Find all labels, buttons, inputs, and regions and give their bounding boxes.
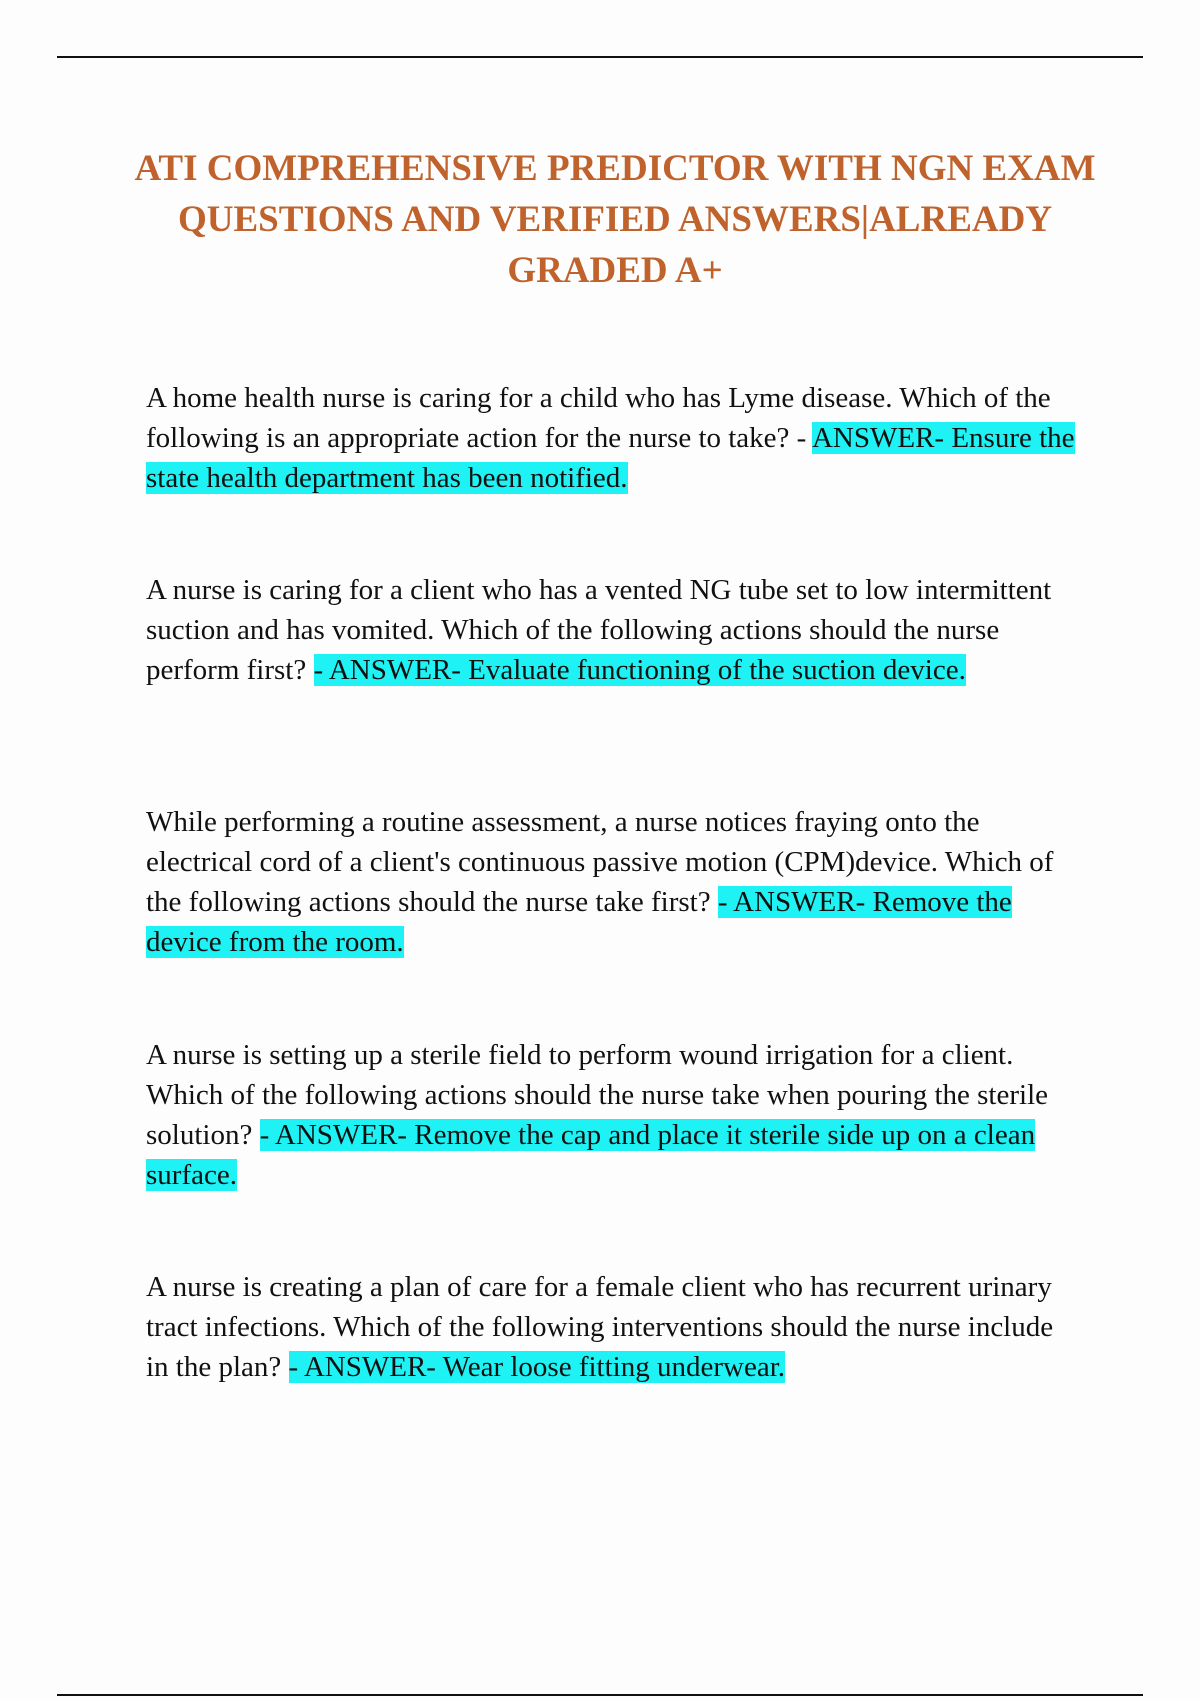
answer-highlight: - ANSWER- Remove the cap and place it sterile side up on a clean surface. xyxy=(146,1119,1036,1191)
bottom-divider xyxy=(57,1694,1143,1696)
document-title: ATI COMPREHENSIVE PREDICTOR WITH NGN EXAM QUESTIONS AND VERIFIED ANSWERS|ALREADY GRADED A+ xyxy=(134,148,1096,291)
question-text: A nurse is caring for a client who has a vented NG tube set to low intermittent suction and has vomited. Which of the following actions should the nurse perform first? xyxy=(146,574,1052,686)
answer-highlight: ANSWER- Ensure the state health department has been notified. xyxy=(146,422,1075,494)
question-text: A nurse is setting up a sterile field to perform wound irrigation for a client. Which of the following actions should the nurse take when pouring the sterile solution? xyxy=(146,1039,1049,1151)
qa-item xyxy=(146,570,1081,690)
answer-highlight: - ANSWER- Evaluate functioning of the suction device. xyxy=(313,654,966,686)
qa-item xyxy=(146,802,1081,962)
question-text: A home health nurse is caring for a child who has Lyme disease. Which of the following is an appropriate action for the nurse to take? - xyxy=(146,382,1051,454)
qa-item xyxy=(146,1267,1081,1387)
question-text: A nurse is creating a plan of care for a female client who has recurrent urinary tract infections. Which of the following interventions should the nurse include in the plan? xyxy=(146,1271,1054,1383)
answer-highlight: - ANSWER- Wear loose fitting underwear. xyxy=(288,1351,786,1383)
answer-highlight: - ANSWER- Remove the device from the room. xyxy=(146,886,1012,958)
top-divider xyxy=(57,56,1143,58)
qa-item xyxy=(146,378,1081,498)
qa-item xyxy=(146,1035,1081,1195)
question-text: While performing a routine assessment, a nurse notices fraying onto the electrical cord of a client's continuous passive motion (CPM)device. Which of the following actions should the nurse take first? xyxy=(146,806,1054,918)
